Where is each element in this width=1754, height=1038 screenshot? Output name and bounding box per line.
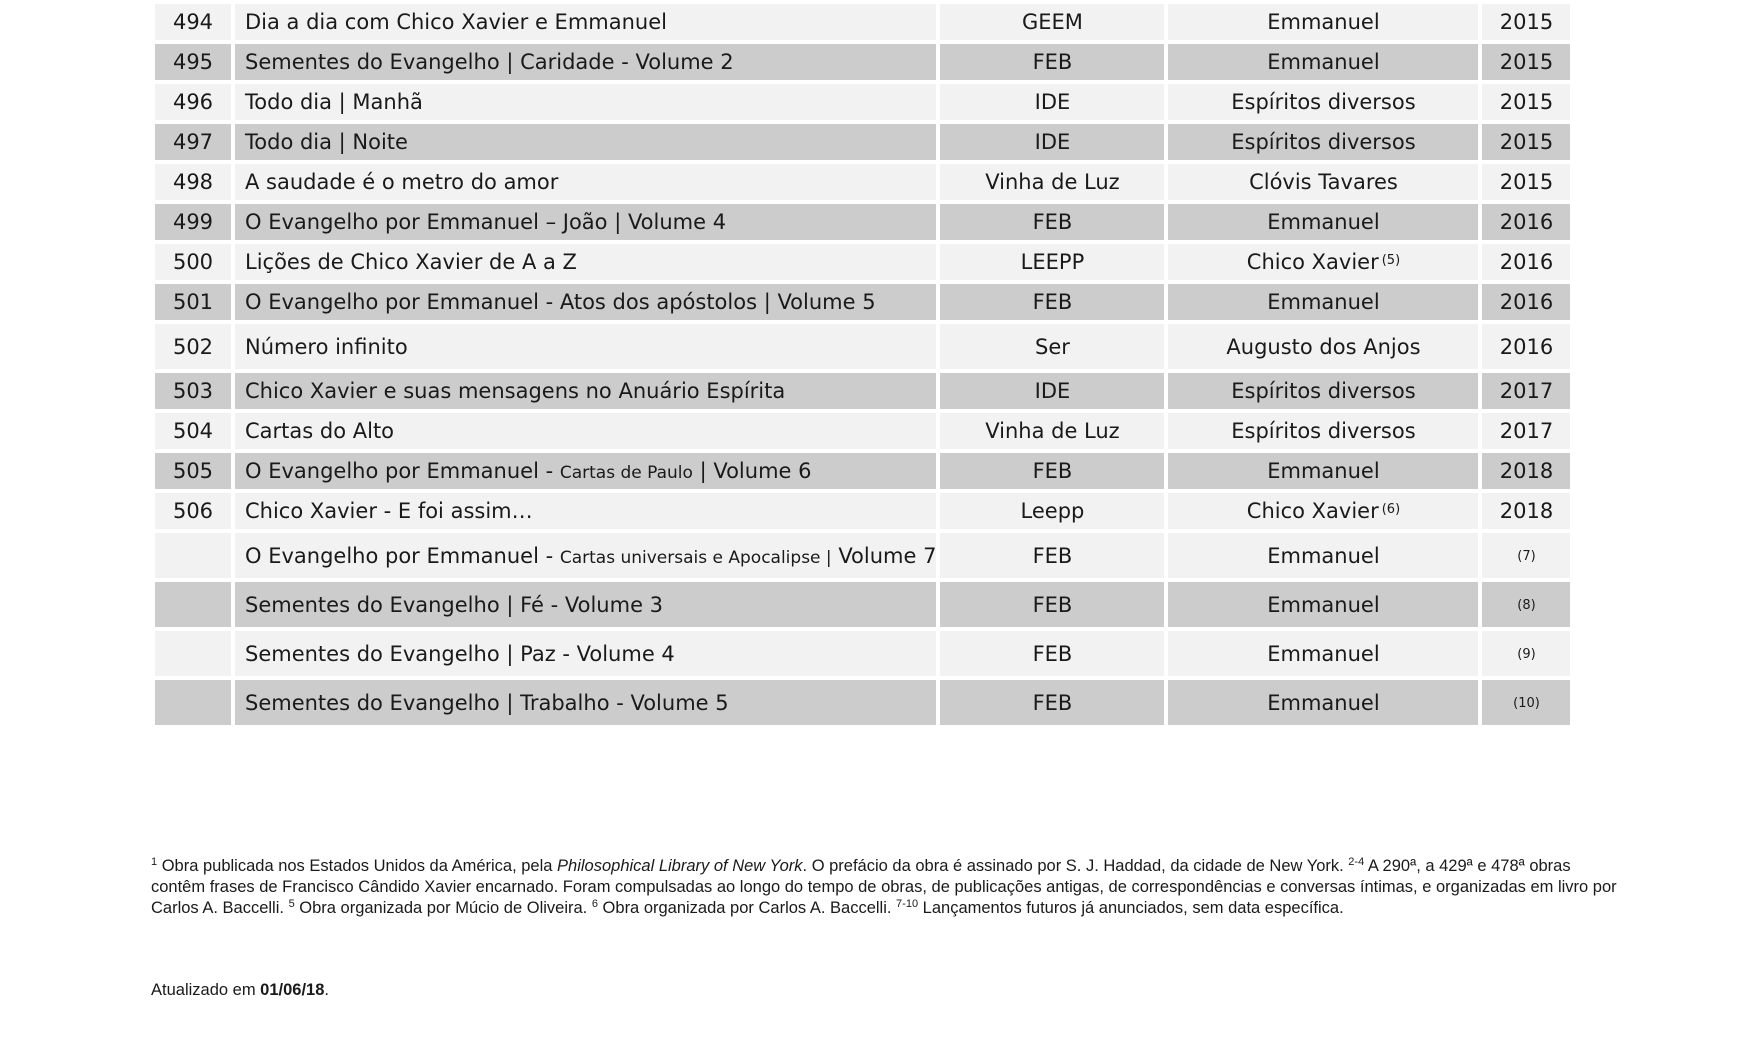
cell-publisher <box>940 582 1164 627</box>
cell-number <box>155 124 231 160</box>
table-row <box>155 680 1570 725</box>
work-title-volume: Volume 7 <box>831 543 937 568</box>
publisher: FEB <box>1032 690 1073 715</box>
work-title: Sementes do Evangelho | Fé - Volume 3 <box>245 592 664 617</box>
table-row <box>155 631 1570 676</box>
work-title: Número infinito <box>245 334 408 359</box>
cell-author <box>1168 493 1478 529</box>
updated-date: 01/06/18 <box>260 981 325 999</box>
author: Espíritos diversos <box>1231 90 1416 114</box>
work-title: Cartas do Alto <box>245 419 395 443</box>
footnote-marker: 7-10 <box>896 898 919 910</box>
publisher: IDE <box>1034 90 1071 114</box>
cell-author <box>1168 44 1478 80</box>
cell-publisher <box>940 453 1164 489</box>
publisher: IDE <box>1034 130 1071 154</box>
publisher: FEB <box>1032 210 1073 234</box>
publisher: FEB <box>1032 50 1073 74</box>
updated-date-line <box>151 981 329 1000</box>
footnote-italic-publisher: Philosophical Library of New York <box>557 857 803 875</box>
publisher: Leepp <box>1020 499 1085 523</box>
cell-number <box>155 453 231 489</box>
cell-author <box>1168 164 1478 200</box>
work-title: Todo dia | Manhã <box>245 90 423 114</box>
cell-year <box>1482 44 1570 80</box>
cell-publisher <box>940 324 1164 369</box>
row-number: 503 <box>172 379 214 403</box>
work-title: Dia a dia com Chico Xavier e Emmanuel <box>245 10 667 34</box>
cell-publisher <box>940 204 1164 240</box>
author: Emmanuel <box>1267 641 1380 666</box>
cell-publisher <box>940 244 1164 280</box>
cell-title <box>235 533 936 578</box>
author-footnote-ref: (5) <box>1381 253 1401 268</box>
cell-year <box>1482 84 1570 120</box>
work-title: Sementes do Evangelho | Caridade - Volume 2 <box>245 50 734 74</box>
cell-year <box>1482 244 1570 280</box>
publisher: FEB <box>1032 641 1073 666</box>
author: Emmanuel <box>1267 10 1380 34</box>
cell-author <box>1168 84 1478 120</box>
cell-title <box>235 4 936 40</box>
cell-year <box>1482 164 1570 200</box>
cell-author <box>1168 680 1478 725</box>
cell-number <box>155 680 231 725</box>
row-number: 504 <box>172 419 214 443</box>
year-footnote-ref: (8) <box>1517 597 1536 613</box>
cell-publisher <box>940 124 1164 160</box>
work-title: Todo dia | Noite <box>245 130 408 154</box>
author: Emmanuel <box>1267 543 1380 568</box>
cell-year <box>1482 204 1570 240</box>
cell-number <box>155 413 231 449</box>
cell-year <box>1482 582 1570 627</box>
author: Chico Xavier <box>1246 250 1379 274</box>
cell-year <box>1482 4 1570 40</box>
cell-number <box>155 244 231 280</box>
cell-author <box>1168 4 1478 40</box>
publisher: FEB <box>1032 592 1073 617</box>
cell-title <box>235 413 936 449</box>
cell-number <box>155 284 231 320</box>
table-row <box>155 582 1570 627</box>
table-row <box>155 204 1570 240</box>
table-row <box>155 124 1570 160</box>
footnote-block <box>151 856 1621 919</box>
cell-number <box>155 204 231 240</box>
publisher: Ser <box>1035 334 1070 359</box>
cell-author <box>1168 582 1478 627</box>
cell-year <box>1482 680 1570 725</box>
cell-year <box>1482 453 1570 489</box>
cell-publisher <box>940 4 1164 40</box>
year: 2016 <box>1499 290 1554 314</box>
year-footnote-ref: (7) <box>1517 548 1536 564</box>
cell-author <box>1168 631 1478 676</box>
publisher: IDE <box>1034 379 1071 403</box>
year: 2015 <box>1499 130 1554 154</box>
cell-title <box>235 124 936 160</box>
cell-year <box>1482 533 1570 578</box>
work-title: O Evangelho por Emmanuel - Atos dos apóstolos | Volume 5 <box>245 290 876 314</box>
work-title: Chico Xavier - E foi assim… <box>245 499 533 523</box>
row-number: 505 <box>172 459 214 483</box>
cell-title <box>235 453 936 489</box>
cell-number <box>155 324 231 369</box>
footnote-text: Obra publicada nos Estados Unidos da América, pela <box>157 857 558 875</box>
cell-title <box>235 324 936 369</box>
work-title: Lições de Chico Xavier de A a Z <box>245 250 577 274</box>
cell-number <box>155 631 231 676</box>
work-title: Sementes do Evangelho | Paz - Volume 4 <box>245 641 675 666</box>
cell-title <box>235 84 936 120</box>
cell-publisher <box>940 373 1164 409</box>
row-number: 502 <box>172 334 214 359</box>
table-row <box>155 44 1570 80</box>
cell-title <box>235 164 936 200</box>
cell-year <box>1482 373 1570 409</box>
cell-number <box>155 4 231 40</box>
cell-title <box>235 44 936 80</box>
cell-year <box>1482 124 1570 160</box>
year: 2015 <box>1499 90 1554 114</box>
year: 2015 <box>1499 10 1554 34</box>
year-footnote-ref: (10) <box>1513 695 1540 711</box>
cell-number <box>155 582 231 627</box>
cell-publisher <box>940 533 1164 578</box>
row-number: 499 <box>172 210 214 234</box>
author-footnote-ref: (6) <box>1381 502 1401 517</box>
work-title: O Evangelho por Emmanuel - <box>245 459 560 483</box>
work-title: A saudade é o metro do amor <box>245 170 559 194</box>
cell-number <box>155 164 231 200</box>
publisher: FEB <box>1032 543 1073 568</box>
year: 2018 <box>1499 499 1554 523</box>
footnote-marker: 1 <box>151 856 158 868</box>
cell-title <box>235 582 936 627</box>
cell-year <box>1482 324 1570 369</box>
cell-title <box>235 493 936 529</box>
author: Espíritos diversos <box>1231 379 1416 403</box>
footnote-marker: 2-4 <box>1348 856 1365 868</box>
table-row <box>155 164 1570 200</box>
works-table <box>151 0 1574 729</box>
cell-publisher <box>940 680 1164 725</box>
row-number: 496 <box>172 90 214 114</box>
cell-publisher <box>940 164 1164 200</box>
row-number: 498 <box>172 170 214 194</box>
footnote-marker: 5 <box>288 898 295 910</box>
year-footnote-ref: (9) <box>1517 646 1536 662</box>
author: Espíritos diversos <box>1231 130 1416 154</box>
cell-title <box>235 204 936 240</box>
author: Augusto dos Anjos <box>1226 334 1421 359</box>
footnote-text: Obra organizada por Carlos A. Baccelli. <box>597 899 897 917</box>
cell-author <box>1168 413 1478 449</box>
work-title-volume: | Volume 6 <box>692 459 812 483</box>
cell-publisher <box>940 284 1164 320</box>
year: 2018 <box>1499 459 1554 483</box>
cell-author <box>1168 453 1478 489</box>
year: 2017 <box>1499 379 1554 403</box>
table-row <box>155 84 1570 120</box>
table-row <box>155 373 1570 409</box>
cell-author <box>1168 244 1478 280</box>
author: Espíritos diversos <box>1231 419 1416 443</box>
author: Emmanuel <box>1267 459 1380 483</box>
cell-year <box>1482 631 1570 676</box>
table-row <box>155 413 1570 449</box>
author: Clóvis Tavares <box>1249 170 1398 194</box>
author: Emmanuel <box>1267 690 1380 715</box>
cell-publisher <box>940 44 1164 80</box>
footnote-text: . O prefácio da obra é assinado por S. J. Haddad, da cidade de New York. <box>802 857 1349 875</box>
year: 2016 <box>1499 210 1554 234</box>
footnote-text: A 290ª, a 429ª e 478ª obras contêm frases de Francisco Cândido Xavier encarnado. Foram compulsadas ao longo do tempo de obras, de publicações antigas, de correspondências e conversas íntimas, e organizadas em livro por Carlos A. Baccelli. <box>151 857 1617 917</box>
cell-publisher <box>940 493 1164 529</box>
table-row <box>155 493 1570 529</box>
cell-number <box>155 533 231 578</box>
work-title: Chico Xavier e suas mensagens no Anuário Espírita <box>245 379 786 403</box>
cell-author <box>1168 533 1478 578</box>
row-number: 506 <box>172 499 214 523</box>
works-table-body <box>155 4 1570 725</box>
updated-label: Atualizado em <box>151 981 261 999</box>
footnote-text: Lançamentos futuros já anunciados, sem data específica. <box>918 899 1344 917</box>
table-row <box>155 453 1570 489</box>
footnote-marker: 6 <box>591 898 598 910</box>
row-number: 495 <box>172 50 214 74</box>
year: 2016 <box>1499 334 1554 359</box>
table-row <box>155 324 1570 369</box>
cell-title <box>235 244 936 280</box>
work-title-subtitle: Cartas de Paulo <box>559 463 693 483</box>
year: 2015 <box>1499 50 1554 74</box>
updated-end: . <box>324 981 329 999</box>
author: Emmanuel <box>1267 50 1380 74</box>
row-number: 500 <box>172 250 214 274</box>
table-row <box>155 533 1570 578</box>
author: Emmanuel <box>1267 290 1380 314</box>
publisher: Vinha de Luz <box>985 170 1120 194</box>
publisher: Vinha de Luz <box>985 419 1120 443</box>
cell-author <box>1168 324 1478 369</box>
cell-number <box>155 84 231 120</box>
row-number: 501 <box>172 290 214 314</box>
cell-title <box>235 631 936 676</box>
publisher: GEEM <box>1022 10 1083 34</box>
cell-publisher <box>940 631 1164 676</box>
publisher: FEB <box>1032 459 1073 483</box>
work-title: Sementes do Evangelho | Trabalho - Volume 5 <box>245 690 729 715</box>
table-row <box>155 284 1570 320</box>
table-row <box>155 4 1570 40</box>
cell-year <box>1482 413 1570 449</box>
work-title: O Evangelho por Emmanuel - <box>245 543 560 568</box>
author: Emmanuel <box>1267 592 1380 617</box>
publisher: LEEPP <box>1020 250 1085 274</box>
year: 2015 <box>1499 170 1554 194</box>
row-number: 494 <box>172 10 214 34</box>
footnote-text: Obra organizada por Múcio de Oliveira. <box>294 899 592 917</box>
cell-author <box>1168 373 1478 409</box>
cell-author <box>1168 124 1478 160</box>
cell-number <box>155 493 231 529</box>
cell-title <box>235 284 936 320</box>
author: Chico Xavier <box>1246 499 1379 523</box>
cell-publisher <box>940 413 1164 449</box>
cell-number <box>155 44 231 80</box>
cell-publisher <box>940 84 1164 120</box>
cell-title <box>235 680 936 725</box>
work-title-subtitle: Cartas universais e Apocalipse | <box>559 547 832 568</box>
row-number: 497 <box>172 130 214 154</box>
cell-year <box>1482 284 1570 320</box>
year: 2017 <box>1499 419 1554 443</box>
cell-author <box>1168 204 1478 240</box>
cell-year <box>1482 493 1570 529</box>
author: Emmanuel <box>1267 210 1380 234</box>
year: 2016 <box>1499 250 1554 274</box>
cell-title <box>235 373 936 409</box>
cell-number <box>155 373 231 409</box>
table-row <box>155 244 1570 280</box>
cell-author <box>1168 284 1478 320</box>
publisher: FEB <box>1032 290 1073 314</box>
work-title: O Evangelho por Emmanuel – João | Volume 4 <box>245 210 727 234</box>
